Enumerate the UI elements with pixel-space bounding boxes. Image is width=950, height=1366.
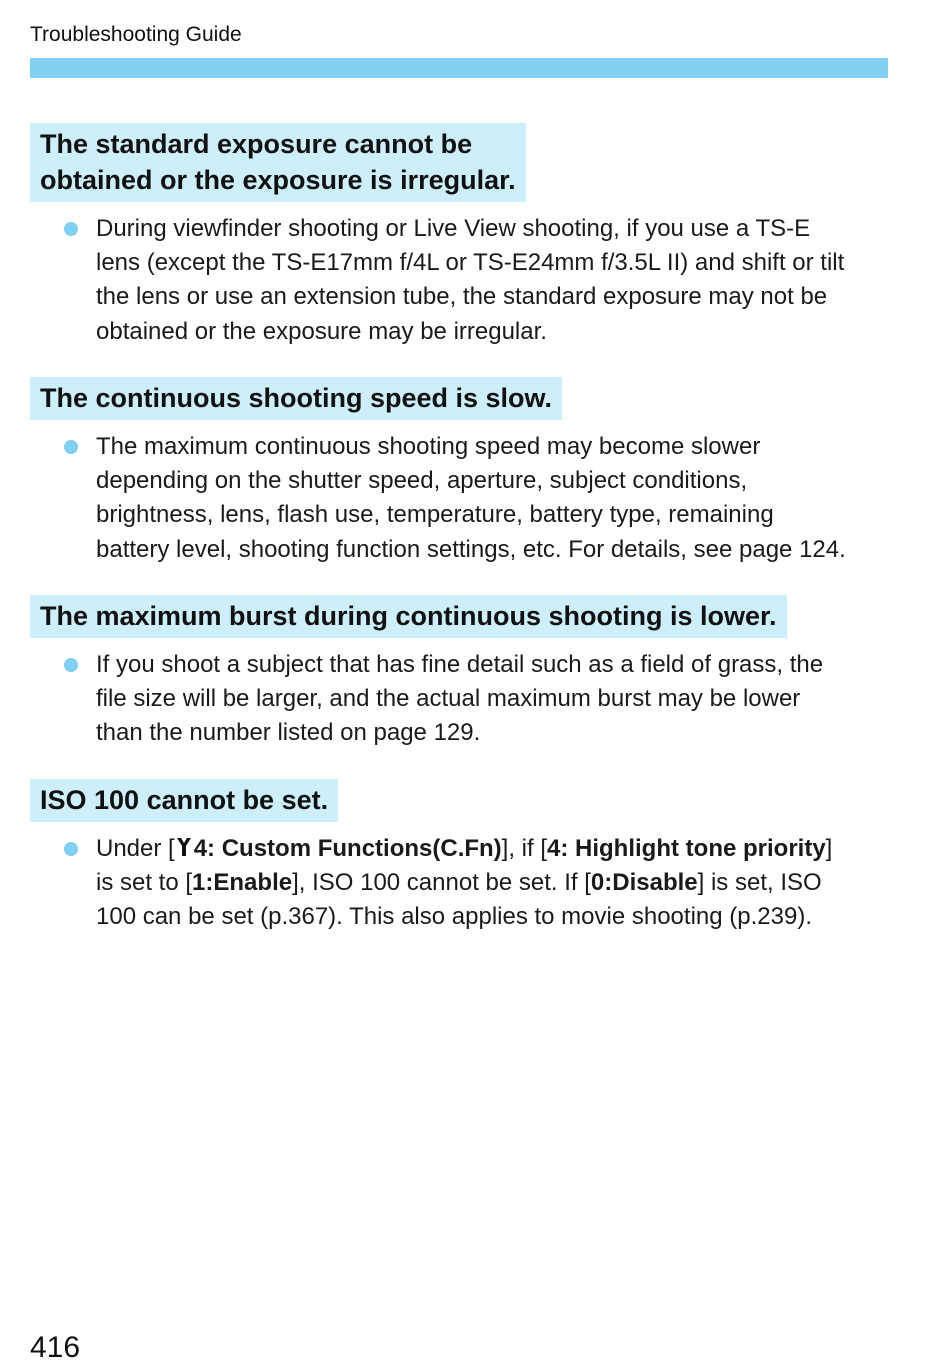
- body-line: obtained or the exposure may be irregular.: [96, 317, 547, 345]
- body-line: battery level, shooting function settings, etc. For details, see page 124.: [96, 535, 846, 563]
- body-line: During viewfinder shooting or Live View shooting, if you use a TS-E: [96, 215, 811, 242]
- body-line: If you shoot a subject that has fine detail such as a field of grass, the: [96, 651, 824, 678]
- heading-line: The maximum burst during continuous shooting is lower.: [40, 601, 777, 631]
- bullet-icon: [64, 222, 78, 236]
- body-line: than the number listed on page 129.: [96, 719, 481, 747]
- setting-enable: 1:Enable: [192, 869, 293, 897]
- body-line: the lens or use an extension tube, the standard exposure may not be: [96, 283, 828, 311]
- page-number: 416: [30, 1331, 81, 1364]
- text-run: Under [: [96, 835, 175, 862]
- text-run: is set to [: [96, 869, 193, 897]
- text-run: ], if [: [501, 835, 548, 862]
- bullet-icon: [64, 440, 78, 454]
- wrench-icon: [175, 836, 193, 858]
- menu-tab-name: 4: Custom Functions(C.Fn): [193, 835, 502, 862]
- running-head: Troubleshooting Guide: [30, 23, 242, 46]
- heading-line: obtained or the exposure is irregular.: [40, 165, 516, 195]
- heading-line: The continuous shooting speed is slow.: [40, 383, 553, 413]
- body-line: file size will be larger, and the actual maximum burst may be lower: [96, 685, 801, 713]
- heading-line: The standard exposure cannot be: [40, 129, 473, 159]
- text-run: ] is set, ISO: [697, 869, 822, 897]
- header-bar: [30, 58, 888, 78]
- heading-line: ISO 100 cannot be set.: [40, 785, 329, 815]
- section-body-continuous-speed: [64, 430, 894, 567]
- section-heading-maximum-burst: [30, 595, 787, 638]
- body-line: depending on the shutter speed, aperture, subject conditions,: [96, 467, 748, 495]
- section-body-maximum-burst: [64, 648, 894, 751]
- section-heading-continuous-speed: [30, 377, 562, 420]
- text-run: ], ISO 100 cannot be set. If [: [292, 869, 591, 897]
- section-heading-standard-exposure: [30, 123, 526, 202]
- section-body-iso-100: [64, 832, 894, 935]
- body-line: The maximum continuous shooting speed may become slower: [96, 433, 761, 460]
- function-name: 4: Highlight tone priority: [547, 835, 826, 862]
- setting-disable: 0:Disable: [590, 869, 698, 897]
- section-heading-iso-100: [30, 779, 338, 822]
- bullet-icon: [64, 658, 78, 672]
- body-line: brightness, lens, flash use, temperature, battery type, remaining: [96, 501, 774, 529]
- bullet-icon: [64, 842, 78, 856]
- body-line: [96, 866, 894, 900]
- section-body-standard-exposure: [64, 212, 894, 349]
- body-line: [96, 832, 894, 866]
- body-line: lens (except the TS-E17mm f/4L or TS-E24mm f/3.5L II) and shift or tilt: [96, 249, 845, 277]
- text-run: ]: [825, 835, 833, 862]
- body-line: 100 can be set (p.367). This also applies to movie shooting (p.239).: [96, 903, 812, 931]
